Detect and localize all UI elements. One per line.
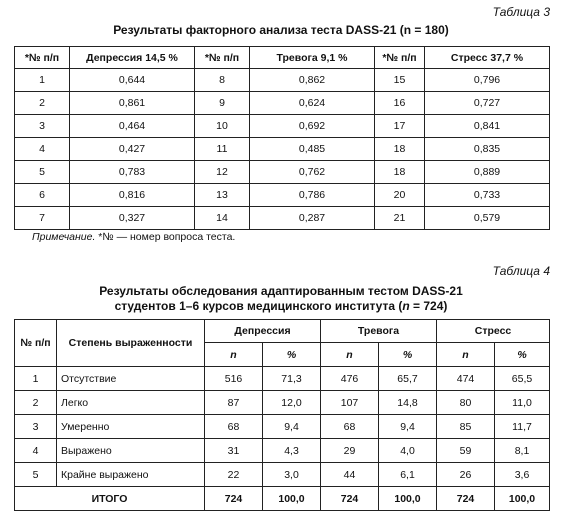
table-cell: 0,786 <box>250 184 375 207</box>
table-cell: 44 <box>321 463 379 487</box>
severity-level-cell: Крайне выражено <box>57 463 205 487</box>
factor-analysis-table <box>14 46 550 230</box>
table-cell: 0,835 <box>425 138 550 161</box>
table-cell: 9,4 <box>379 415 437 439</box>
table-cell: 87 <box>205 391 263 415</box>
table4-sub-n: n <box>321 343 379 367</box>
table-cell: 107 <box>321 391 379 415</box>
table-cell: 0,464 <box>70 115 195 138</box>
table-cell: 85 <box>437 415 495 439</box>
table-cell: 0,889 <box>425 161 550 184</box>
table-cell: 0,427 <box>70 138 195 161</box>
table3-header-cell: Тревога 9,1 % <box>250 47 375 69</box>
table-cell: 8 <box>195 69 250 92</box>
table3-header-cell: *№ п/п <box>375 47 425 69</box>
table-cell: 4 <box>15 138 70 161</box>
table-row <box>15 367 550 391</box>
severity-level-cell: Умеренно <box>57 415 205 439</box>
table3-note <box>32 231 235 243</box>
table-cell: 65,7 <box>379 367 437 391</box>
table-cell: 68 <box>205 415 263 439</box>
severity-level-cell: Легко <box>57 391 205 415</box>
table-cell: 476 <box>321 367 379 391</box>
table3-header-cell: *№ п/п <box>195 47 250 69</box>
table-cell: 26 <box>437 463 495 487</box>
table-cell: 474 <box>437 367 495 391</box>
table3-title: Результаты факторного анализа теста DASS-21 (n = 180) <box>113 23 449 37</box>
table-cell: 5 <box>15 161 70 184</box>
note-text: *№ — номер вопроса теста. <box>95 231 236 243</box>
table-cell: 0,579 <box>425 207 550 230</box>
table-cell: 4 <box>15 439 57 463</box>
table-cell: 3,6 <box>495 463 550 487</box>
table-cell: 3 <box>15 115 70 138</box>
table3-header-cell: Стресс 37,7 % <box>425 47 550 69</box>
table-cell: 0,816 <box>70 184 195 207</box>
table-row <box>15 439 550 463</box>
table-cell: 4,0 <box>379 439 437 463</box>
table-cell: 15 <box>375 69 425 92</box>
table-cell: 5 <box>15 463 57 487</box>
table-cell: 9,4 <box>263 415 321 439</box>
table-cell: 31 <box>205 439 263 463</box>
table-cell: 3 <box>15 415 57 439</box>
table-row <box>15 69 550 92</box>
table4-caption: Таблица 4 <box>492 264 550 278</box>
table4-header-row <box>15 320 550 343</box>
table-cell: 13 <box>195 184 250 207</box>
table-cell: 2 <box>15 391 57 415</box>
table-row <box>15 391 550 415</box>
table-cell: 11,7 <box>495 415 550 439</box>
table-cell: 0,762 <box>250 161 375 184</box>
table-cell: 17 <box>375 115 425 138</box>
table-cell: 65,5 <box>495 367 550 391</box>
table4-header-group: Депрессия <box>205 320 321 343</box>
table-cell: 3,0 <box>263 463 321 487</box>
table3-caption: Таблица 3 <box>492 5 550 19</box>
table-cell: 29 <box>321 439 379 463</box>
table-cell: 7 <box>15 207 70 230</box>
table3-header-row <box>15 47 550 69</box>
table-cell: 0,862 <box>250 69 375 92</box>
total-cell: 100,0 <box>263 487 321 511</box>
table4-sub-pct: % <box>263 343 321 367</box>
table-row <box>15 415 550 439</box>
table-cell: 80 <box>437 391 495 415</box>
total-cell: 100,0 <box>495 487 550 511</box>
table-cell: 6,1 <box>379 463 437 487</box>
table-cell: 2 <box>15 92 70 115</box>
table4-sub-pct: % <box>379 343 437 367</box>
table-cell: 0,624 <box>250 92 375 115</box>
table-cell: 6 <box>15 184 70 207</box>
table-cell: 12,0 <box>263 391 321 415</box>
table-cell: 0,727 <box>425 92 550 115</box>
total-cell: 724 <box>437 487 495 511</box>
table-cell: 21 <box>375 207 425 230</box>
table-row <box>15 184 550 207</box>
table-cell: 0,327 <box>70 207 195 230</box>
table-row <box>15 92 550 115</box>
table-row <box>15 161 550 184</box>
total-cell: 724 <box>205 487 263 511</box>
table-cell: 0,796 <box>425 69 550 92</box>
table-row <box>15 138 550 161</box>
table-cell: 22 <box>205 463 263 487</box>
table-cell: 4,3 <box>263 439 321 463</box>
table-cell: 8,1 <box>495 439 550 463</box>
table-cell: 10 <box>195 115 250 138</box>
table4-header-num: № п/п <box>15 320 57 367</box>
table4-title-line2: студентов 1–6 курсов медицинского института (n = 724) <box>114 299 448 313</box>
table3-header-cell: *№ п/п <box>15 47 70 69</box>
table-cell: 0,841 <box>425 115 550 138</box>
table-cell: 71,3 <box>263 367 321 391</box>
table-cell: 9 <box>195 92 250 115</box>
table-cell: 14 <box>195 207 250 230</box>
total-label: ИТОГО <box>15 487 205 511</box>
table4-header-level: Степень выраженности <box>57 320 205 367</box>
table-cell: 1 <box>15 367 57 391</box>
table4-sub-pct: % <box>495 343 550 367</box>
table3-body <box>15 69 550 230</box>
table-cell: 0,644 <box>70 69 195 92</box>
table-cell: 68 <box>321 415 379 439</box>
table-cell: 12 <box>195 161 250 184</box>
table-cell: 18 <box>375 138 425 161</box>
table-cell: 1 <box>15 69 70 92</box>
severity-level-cell: Выражено <box>57 439 205 463</box>
table-cell: 18 <box>375 161 425 184</box>
table-cell: 0,485 <box>250 138 375 161</box>
table-cell: 0,861 <box>70 92 195 115</box>
table4-header-group: Стресс <box>437 320 550 343</box>
table4-sub-n: n <box>205 343 263 367</box>
table-row <box>15 115 550 138</box>
table-cell: 20 <box>375 184 425 207</box>
table-cell: 0,692 <box>250 115 375 138</box>
table-row <box>15 207 550 230</box>
severity-level-cell: Отсутствие <box>57 367 205 391</box>
table-cell: 0,287 <box>250 207 375 230</box>
table-cell: 16 <box>375 92 425 115</box>
table-cell: 59 <box>437 439 495 463</box>
table3-header-cell: Депрессия 14,5 % <box>70 47 195 69</box>
table-cell: 11,0 <box>495 391 550 415</box>
table4-title <box>0 284 562 314</box>
total-row <box>15 487 550 511</box>
table-row <box>15 463 550 487</box>
table-cell: 516 <box>205 367 263 391</box>
table4-header-group: Тревога <box>321 320 437 343</box>
table4-sub-n: n <box>437 343 495 367</box>
total-cell: 724 <box>321 487 379 511</box>
table-cell: 11 <box>195 138 250 161</box>
note-label: Примечание. <box>32 231 96 243</box>
table-cell: 14,8 <box>379 391 437 415</box>
table-cell: 0,783 <box>70 161 195 184</box>
table4-title-line1: Результаты обследования адаптированным тестом DASS-21 <box>99 284 463 298</box>
dass21-results-table <box>14 319 550 511</box>
total-cell: 100,0 <box>379 487 437 511</box>
table-cell: 0,733 <box>425 184 550 207</box>
table4-body <box>15 367 550 511</box>
